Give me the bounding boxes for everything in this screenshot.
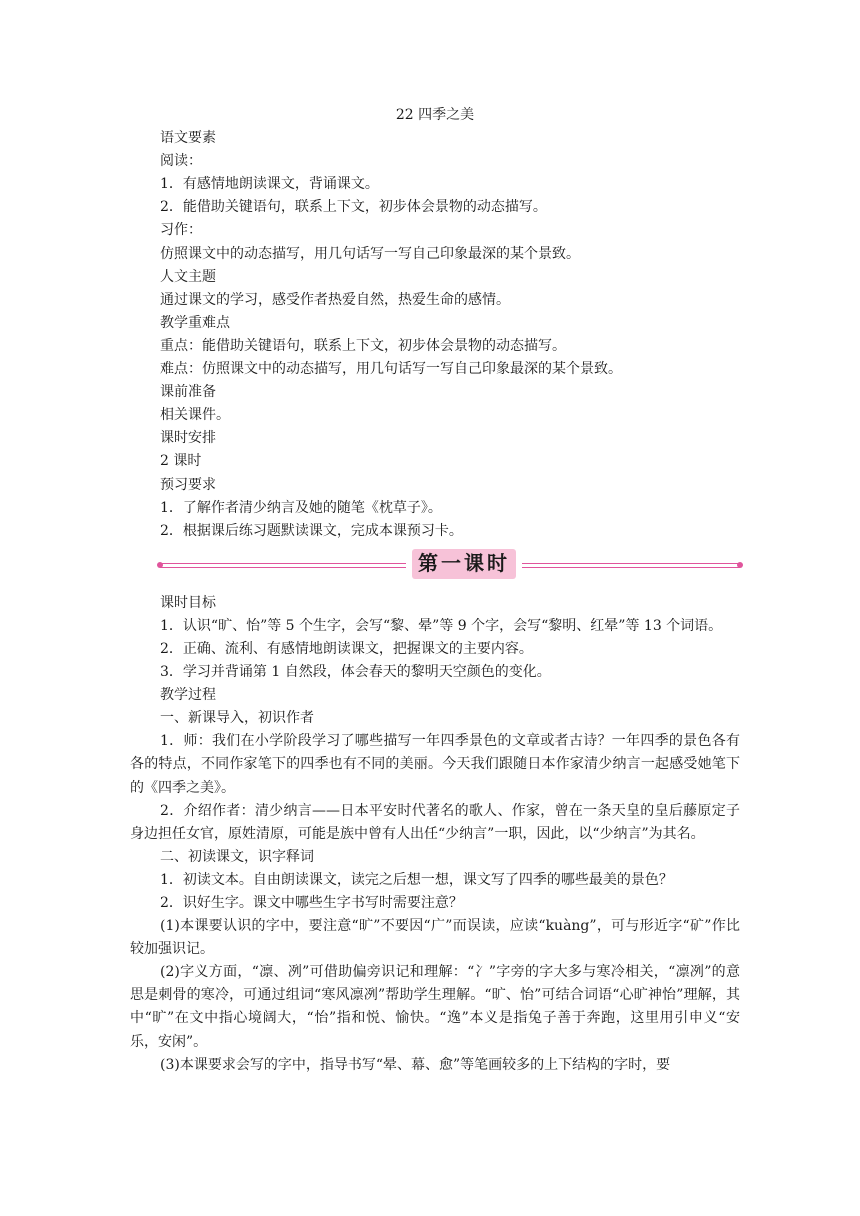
step2-title: 二、初读课文，识字释词 bbox=[160, 848, 314, 865]
divider-dot-left-icon bbox=[157, 562, 163, 568]
heading-yuwen-yaosu: 语文要素 bbox=[160, 130, 216, 147]
heading-lesson-goal: 课时目标 bbox=[160, 594, 216, 611]
step2-paragraph-3: (1)本课要认识的字中，要注意“旷”不要因“广”而误读，应读“kuàng”，可与形近字“矿”作比较加强识记。 bbox=[130, 918, 740, 958]
heading-process: 教学过程 bbox=[160, 687, 216, 704]
reading-item-1: 1．有感情地朗读课文，背诵课文。 bbox=[160, 176, 379, 193]
heading-schedule: 课时安排 bbox=[160, 430, 216, 447]
heading-key-difficult: 教学重难点 bbox=[160, 314, 230, 331]
section-badge: 第一课时 bbox=[412, 549, 516, 579]
step1-paragraph-1: 1．师：我们在小学阶段学习了哪些描写一年四季景色的文章或者古诗？一年四季的景色各有各的特点，不同作家笔下的四季也有不同的美丽。今天我们跟随日本作家清少纳言一起感受她笔下的《四季之美》。 bbox=[130, 733, 740, 796]
section-divider bbox=[130, 548, 740, 584]
goal-item-3: 3．学习并背诵第 1 自然段，体会春天的黎明天空颜色的变化。 bbox=[160, 664, 551, 681]
heading-renwen-zhuti: 人文主题 bbox=[160, 268, 216, 285]
step1-title: 一、新课导入，初识作者 bbox=[160, 710, 314, 727]
preparation-item-1: 相关课件。 bbox=[160, 407, 230, 424]
heading-reading: 阅读： bbox=[160, 153, 202, 170]
step2-paragraph-2: 2．识好生字。课文中哪些生字书写时需要注意？ bbox=[160, 895, 463, 911]
step2-paragraph-5: (3)本课要求会写的字中，指导书写“晕、幕、愈”等笔画较多的上下结构的字时，要 bbox=[160, 1056, 671, 1073]
goal-item-2: 2．正确、流利、有感情地朗读课文，把握课文的主要内容。 bbox=[160, 640, 533, 657]
difficult-point: 难点：仿照课文中的动态描写，用几句话写一写自己印象最深的某个景致。 bbox=[160, 361, 622, 378]
step2-paragraph-4: (2)字义方面，“凛、冽”可借助偏旁识记和理解：“冫”字旁的字大多与寒冷相关，“凛冽”的意思是刺骨的寒冷，可通过组词“寒风凛冽”帮助学生理解。“旷、怡”可结合词语“心旷神怡”理解，其中“旷”在文中指心境阔大，“怡”指和悦、愉快。“逸”本义是指兔子善于奔跑，这里用引申义“安乐，安闲”。 bbox=[130, 964, 740, 1050]
step1-paragraph-2: 2．介绍作者：清少纳言——日本平安时代著名的歌人、作家，曾在一条天皇的皇后藤原定子身边担任女官，原姓清原，可能是族中曾有人出任“少纳言”一职，因此，以“少纳言”为其名。 bbox=[130, 802, 740, 842]
preview-item-2: 2．根据课后练习题默读课文，完成本课预习卡。 bbox=[160, 522, 463, 539]
key-point: 重点：能借助关键语句，联系上下文，初步体会景物的动态描写。 bbox=[160, 337, 566, 354]
goal-item-1: 1．认识“旷、怡”等 5 个生字，会写“黎、晕”等 9 个字，会写“黎明、红晕”等 13 个词语。 bbox=[160, 617, 723, 634]
schedule-item-1: 2 课时 bbox=[160, 453, 202, 470]
page-title: 22 四季之美 bbox=[395, 107, 475, 123]
renwen-item-1: 通过课文的学习，感受作者热爱自然，热爱生命的感情。 bbox=[160, 291, 510, 308]
heading-preview: 预习要求 bbox=[160, 476, 216, 493]
heading-preparation: 课前准备 bbox=[160, 384, 216, 401]
divider-dot-right-icon bbox=[737, 562, 743, 568]
writing-item-1: 仿照课文中的动态描写，用几句话写一写自己印象最深的某个景致。 bbox=[160, 245, 580, 262]
reading-item-2: 2．能借助关键语句，联系上下文，初步体会景物的动态描写。 bbox=[160, 199, 547, 216]
preview-item-1: 1．了解作者清少纳言及她的随笔《枕草子》。 bbox=[160, 499, 442, 516]
step2-paragraph-1: 1．初读文本。自由朗读课文，读完之后想一想，课文写了四季的哪些最美的景色？ bbox=[160, 871, 673, 888]
heading-writing: 习作： bbox=[160, 222, 202, 239]
document-content bbox=[130, 104, 740, 1077]
